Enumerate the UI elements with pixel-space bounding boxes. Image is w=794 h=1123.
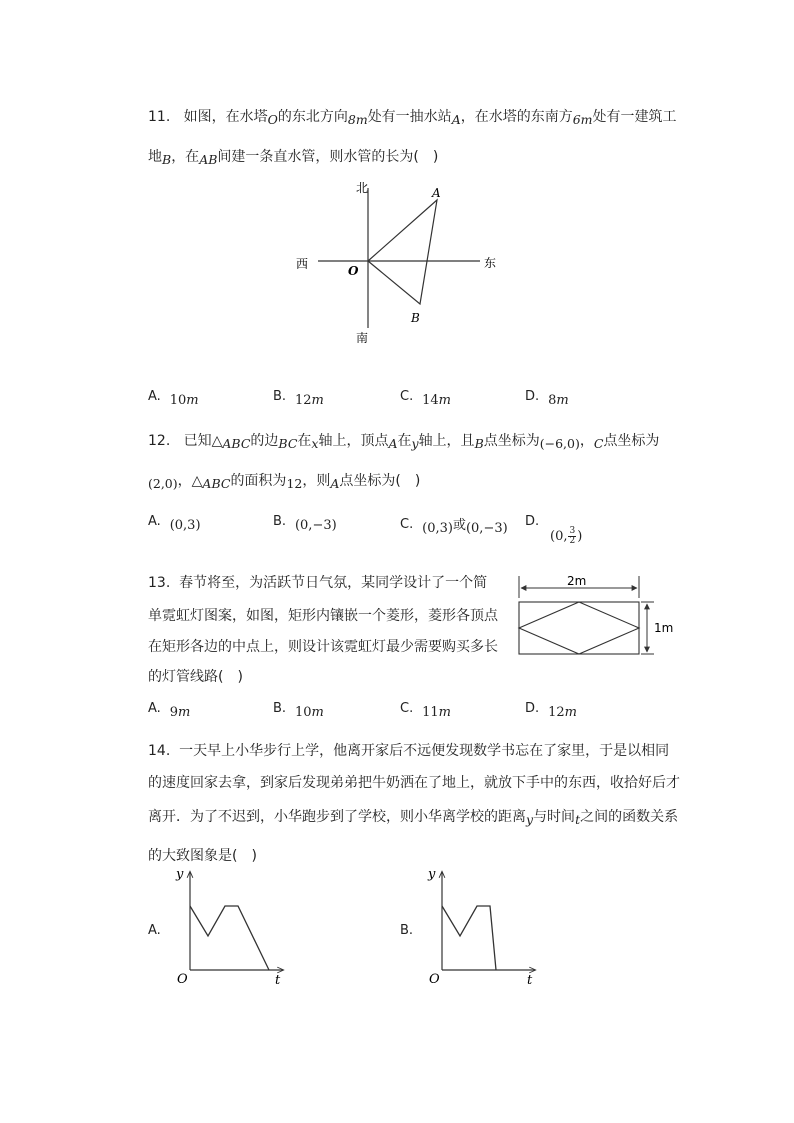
option-d[interactable] bbox=[525, 700, 577, 720]
width-label: 2m bbox=[567, 574, 587, 588]
question-text: 的速度回家去拿，到家后发现弟弟把牛奶洒在了地上，就放下手中的东西，收拾好后才 bbox=[148, 775, 680, 791]
question-11-line-1 bbox=[148, 106, 677, 126]
question-text: 如图，在水塔 bbox=[183, 109, 268, 125]
y-axis-label: y bbox=[176, 867, 184, 882]
question-number: 11. bbox=[148, 109, 171, 125]
point-b-label: B bbox=[411, 311, 420, 325]
question-text: 的灯管线路( ) bbox=[148, 669, 243, 685]
question-text: 在 bbox=[297, 433, 312, 449]
question-text: 点坐标为 bbox=[603, 433, 660, 449]
question-12-line-1 bbox=[148, 430, 659, 450]
option-letter: B. bbox=[273, 701, 287, 716]
math-var: t bbox=[575, 812, 581, 827]
option-value: 14 bbox=[422, 393, 439, 408]
question-text: 点坐标为( ) bbox=[339, 473, 421, 489]
graph-option-a[interactable] bbox=[168, 864, 293, 988]
question-text: 与时间 bbox=[533, 809, 576, 825]
south-label: 南 bbox=[356, 331, 369, 345]
math-var: B bbox=[474, 436, 484, 451]
option-a[interactable] bbox=[148, 922, 161, 938]
option-letter: C. bbox=[400, 701, 414, 716]
fraction-denominator: 2 bbox=[569, 536, 576, 546]
math-var: AB bbox=[199, 152, 218, 167]
option-b[interactable] bbox=[273, 388, 324, 408]
math-coord: (−6,0) bbox=[539, 436, 580, 451]
north-label: 北 bbox=[356, 181, 369, 195]
option-b[interactable] bbox=[400, 922, 413, 938]
math-var: C bbox=[593, 436, 604, 451]
option-c[interactable] bbox=[400, 513, 508, 536]
math-var: A bbox=[330, 476, 340, 491]
question-text: 已知△ bbox=[183, 433, 223, 449]
question-11-line-2 bbox=[148, 146, 438, 166]
question-text: 在 bbox=[397, 433, 412, 449]
option-letter: D. bbox=[525, 701, 540, 716]
option-value: (0,−3) bbox=[294, 518, 337, 533]
question-text: 离开．为了不迟到，小华跑步到了学校，则小华离学校的距离 bbox=[148, 809, 526, 825]
math-var: B bbox=[162, 152, 172, 167]
option-a[interactable] bbox=[148, 513, 201, 533]
option-unit: m bbox=[438, 705, 451, 720]
math-var: y bbox=[411, 436, 419, 451]
math-distance: 6m bbox=[572, 112, 593, 127]
option-letter: B. bbox=[273, 514, 287, 529]
math-var: ABC bbox=[202, 476, 231, 491]
math-number: 12 bbox=[286, 476, 303, 491]
question-text: 一天早上小华步行上学，他离开家后不远便发现数学书忘在了家里，于是以相同 bbox=[179, 743, 670, 759]
compass-figure bbox=[290, 178, 510, 348]
neon-light-figure bbox=[512, 572, 682, 662]
option-letter: B. bbox=[273, 389, 287, 404]
option-letter: B. bbox=[400, 923, 414, 938]
option-letter: A. bbox=[148, 514, 161, 529]
question-text: 的大致图象是( ) bbox=[148, 848, 257, 864]
option-value: 12 bbox=[548, 705, 565, 720]
question-number: 13. bbox=[148, 575, 171, 591]
math-var: ABC bbox=[222, 436, 251, 451]
question-13-line-2 bbox=[148, 605, 498, 625]
question-12-line-2 bbox=[148, 470, 420, 490]
question-text: 的东北方向 bbox=[277, 109, 348, 125]
option-c[interactable] bbox=[400, 388, 451, 408]
option-unit: m bbox=[186, 393, 199, 408]
option-a[interactable] bbox=[148, 700, 191, 720]
option-letter: A. bbox=[148, 701, 161, 716]
point-o-label: O bbox=[348, 264, 359, 278]
option-unit: m bbox=[311, 705, 324, 720]
option-unit: m bbox=[556, 393, 569, 408]
question-text: ， bbox=[579, 433, 594, 449]
option-d[interactable] bbox=[525, 388, 569, 408]
option-value: 12 bbox=[294, 393, 312, 408]
math-var: x bbox=[311, 436, 319, 451]
east-label: 东 bbox=[484, 256, 497, 270]
question-text: 在矩形各边的中点上，则设计该霓虹灯最少需要购买多长 bbox=[148, 639, 498, 655]
option-value: (0,3) bbox=[169, 518, 201, 533]
option-value-suffix: ) bbox=[577, 529, 583, 544]
option-value: 10 bbox=[294, 705, 312, 720]
question-14-line-1 bbox=[148, 740, 669, 760]
question-number: 12. bbox=[148, 433, 171, 449]
option-value: 11 bbox=[422, 705, 439, 720]
question-text: ，在水塔的东南方 bbox=[460, 109, 573, 125]
question-text: 的边 bbox=[250, 433, 279, 449]
west-label: 西 bbox=[296, 257, 309, 271]
option-letter: C. bbox=[400, 389, 414, 404]
option-b[interactable] bbox=[273, 700, 324, 720]
option-letter: D. bbox=[525, 514, 540, 529]
option-letter: C. bbox=[400, 517, 414, 532]
question-14-line-3 bbox=[148, 806, 678, 826]
math-var: y bbox=[526, 812, 534, 827]
question-text: 单霓虹灯图案，如图，矩形内镶嵌一个菱形，菱形各顶点 bbox=[148, 608, 498, 624]
question-text: 的面积为 bbox=[230, 473, 287, 489]
option-d[interactable] bbox=[525, 513, 583, 549]
option-value: 9 bbox=[169, 705, 178, 720]
question-text: 处有一抽水站 bbox=[367, 109, 452, 125]
option-value bbox=[550, 527, 582, 546]
option-a[interactable] bbox=[148, 388, 199, 408]
question-13-line-1 bbox=[148, 572, 487, 592]
question-13-line-4 bbox=[148, 666, 243, 686]
math-var: BC bbox=[278, 436, 298, 451]
option-unit: m bbox=[177, 705, 191, 720]
option-b[interactable] bbox=[273, 513, 337, 533]
height-label: 1m bbox=[654, 621, 674, 635]
question-text: 处有一建筑工 bbox=[592, 109, 677, 125]
math-var: A bbox=[388, 436, 398, 451]
question-text: ，则 bbox=[302, 473, 331, 489]
question-text: 之间的函数关系 bbox=[580, 809, 679, 825]
option-c[interactable] bbox=[400, 700, 451, 720]
question-text: 地 bbox=[148, 149, 162, 165]
question-14-line-2 bbox=[148, 772, 680, 792]
option-value-prefix: (0, bbox=[550, 529, 568, 544]
question-text: ，在 bbox=[171, 149, 200, 165]
question-text: 间建一条直水管，则水管的长为( ) bbox=[217, 149, 439, 165]
question-text: 春节将至，为活跃节日气氛，某同学设计了一个简 bbox=[179, 575, 488, 591]
question-13-line-3 bbox=[148, 636, 498, 656]
math-var: O bbox=[267, 112, 278, 127]
option-letter: A. bbox=[148, 923, 161, 938]
math-var: A bbox=[451, 112, 461, 127]
y-axis-label: y bbox=[428, 867, 436, 882]
option-unit: m bbox=[311, 393, 324, 408]
question-14-line-4 bbox=[148, 845, 257, 865]
option-letter: A. bbox=[148, 389, 161, 404]
option-letter: D. bbox=[525, 389, 540, 404]
option-value: 10 bbox=[169, 393, 187, 408]
option-value: 8 bbox=[548, 393, 557, 408]
question-text: 轴上，顶点 bbox=[318, 433, 389, 449]
option-unit: m bbox=[438, 393, 451, 408]
question-text: 点坐标为 bbox=[483, 433, 540, 449]
option-unit: m bbox=[564, 705, 577, 720]
origin-label: O bbox=[177, 972, 188, 987]
math-coord: (2,0) bbox=[148, 476, 178, 491]
option-value: (0,3) bbox=[422, 521, 453, 536]
question-text: ，△ bbox=[177, 473, 203, 489]
t-axis-label: t bbox=[527, 973, 533, 988]
origin-label: O bbox=[429, 972, 440, 987]
option-value: (0,−3) bbox=[465, 521, 508, 536]
question-text: 轴上，且 bbox=[418, 433, 475, 449]
question-number: 14. bbox=[148, 743, 171, 759]
fraction bbox=[568, 527, 576, 546]
option-connector: 或 bbox=[452, 518, 466, 533]
point-a-label: A bbox=[432, 186, 441, 200]
fraction-numerator: 3 bbox=[569, 526, 576, 536]
math-distance: 8m bbox=[347, 112, 368, 127]
graph-option-b[interactable] bbox=[420, 864, 545, 988]
t-axis-label: t bbox=[275, 973, 281, 988]
